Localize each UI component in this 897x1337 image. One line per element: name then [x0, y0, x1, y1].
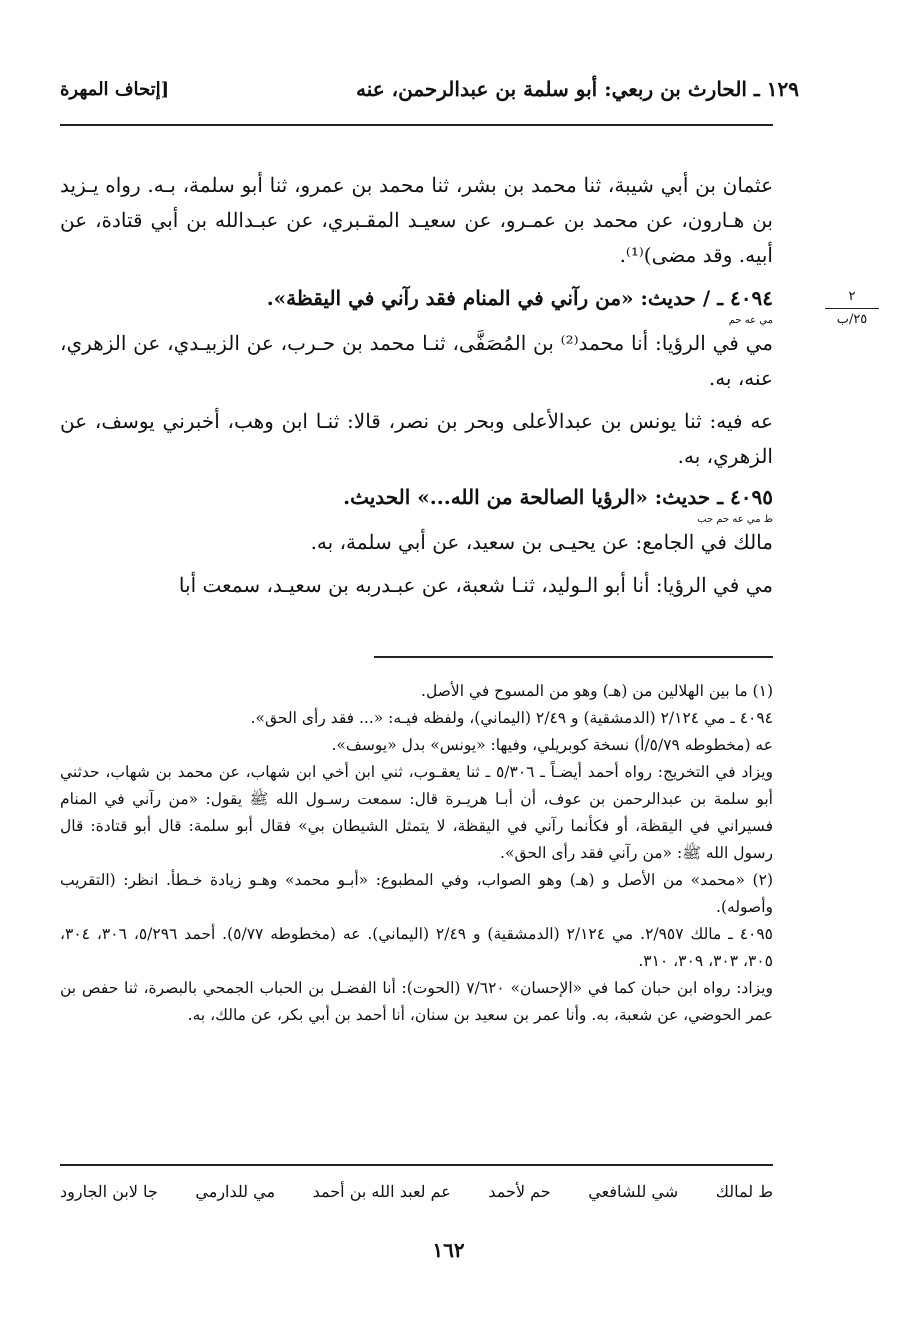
hadith-heading-4094: ٤٠٩٤ ـ / حديث: «من رآني في المنام فقد رآني في اليقظة». — [266, 286, 773, 310]
main-text — [60, 168, 773, 603]
margin-ref-divider — [825, 308, 879, 309]
header-title: ١٢٩ ـ الحارث بن ربعي: أبو سلمة بن عبدالرحمن، عنه — [356, 77, 799, 101]
main-paragraph-4: مالك في الجامع: عن يحيـى بن سعيد، عن أبي سلمة، به. — [310, 530, 773, 554]
margin-ref-bottom: ٢٥/ب — [836, 312, 868, 327]
margin-ref-top: ٢ — [848, 289, 856, 304]
header-book-title: [إتحاف المهرة — [60, 78, 170, 100]
legend-item: حم لأحمد — [488, 1182, 551, 1201]
footnote-4094-addition: ويزاد في التخريج: رواه أحمد أيضـاً ـ ٥/٣٠٦ ـ ثنا يعقـوب، ثني ابن أخي ابن شهاب، عن محمد بن شهاب، حدثني أبو سلمة بن عبدالرحمن بن عوف، أن أبـا هريـرة قال: سمعت رسـول الله ﷺ يقول: «من رآني في المنام فسيراني في اليقظة، أو فكأنما رآني في اليقظة، لا يتمثل الشيطان بي» فقال أبو سلمة: قال أبو قتادة: قال رسول الله ﷺ: «من رآني فقد رأى الحق». — [60, 763, 774, 862]
hadith-4095-sources: ط مي عه حم حب — [697, 514, 773, 525]
hadith-heading-4095: ٤٠٩٥ ـ حديث: «الرؤيا الصالحة من الله...» الحديث. — [343, 485, 773, 509]
footnote-1: (١) ما بين الهلالين من (هـ) وهو من المسوح في الأصل. — [421, 682, 773, 700]
footnote-rule — [374, 656, 773, 658]
legend-item: عم لعبد الله بن أحمد — [312, 1182, 451, 1201]
footnote-4094-manuscript: عه (مخطوطه ٥/٧٩/أ) نسخة كوبريلي، وفيها: «يونس» بدل «يوسف». — [331, 736, 773, 754]
footnote-4095-ref: ٤٠٩٥ ـ مالك ٢/٩٥٧. مي ٢/١٢٤ (الدمشقية) و ٢/٤٩ (اليماني). عه (مخطوطه ٥/٧٧). أحمد ٥/٢٩٦، ٣٠٦، ٣٠٤، ٣٠٥، ٣٠٣، ٣٠٩، ٣١٠. — [60, 925, 773, 970]
hadith-4094-sources: مي عه حم — [728, 315, 773, 326]
running-header — [60, 72, 799, 106]
footnotes — [60, 678, 773, 1029]
legend-rule — [60, 1164, 773, 1166]
abbreviation-legend — [60, 1182, 773, 1201]
main-paragraph-5: مي في الرؤيا: أنا أبو الـوليد، ثنـا شعبة، عن عبـدربه بن سعيـد، سمعت أبا — [178, 573, 773, 597]
footnote-4094-ref: ٤٠٩٤ ـ مي ٢/١٢٤ (الدمشقية) و ٢/٤٩ (اليماني)، ولفظه فيـه: «... فقد رأى الحق». — [250, 709, 773, 727]
legend-item: جا لابن الجارود — [60, 1182, 158, 1201]
main-paragraph-1: عثمان بن أبي شيبة، ثنا محمد بن بشر، ثنا محمد بن عمرو، ثنا أبو سلمة، بـه. رواه يـزيد بن هـارون، عن محمد بن عمـرو، عن سعيـد المقـبري، عن عبـدالله بن أبي قتادة، عن أبيه. وقد مضى)⁽¹⁾. — [60, 173, 773, 267]
legend-item: مي للدارمي — [195, 1182, 276, 1201]
legend-item: ط لمالك — [715, 1182, 773, 1201]
page-number: ١٦٢ — [432, 1238, 465, 1262]
header-rule — [60, 124, 773, 126]
main-paragraph-3: عه فيه: ثنا يونس بن عبدالأعلى وبحر بن نصر، قالا: ثنـا ابن وهب، أخبرني يوسف، عن الزهري، به. — [60, 409, 773, 468]
footnote-2: (٢) «محمد» من الأصل و (هـ) وهو الصواب، وفي المطبوع: «أبـو محمد» وهـو زيادة خـطأ. انظر: (التقريب وأصوله). — [60, 871, 773, 916]
margin-reference — [817, 288, 887, 329]
footnote-4095-addition: ويزاد: رواه ابن حبان كما في «الإحسان» ٧/٦٢٠ (الحوت): أنا الفضـل بن الحباب الجمحي بالبصرة، ثنا حفص بن عمر الحوضي، عن شعبة، به. وأنا عمر بن سعيد بن سنان، أنا أحمد بن أبي بكر، عن مالك، به. — [60, 979, 773, 1024]
legend-item: شي للشافعي — [588, 1182, 679, 1201]
main-paragraph-2: مي في الرؤيا: أنا محمد⁽²⁾ بن المُصَفَّى، ثنـا محمد بن حـرب، عن الزبيـدي، عن الزهري، عنه، به. — [60, 331, 773, 390]
